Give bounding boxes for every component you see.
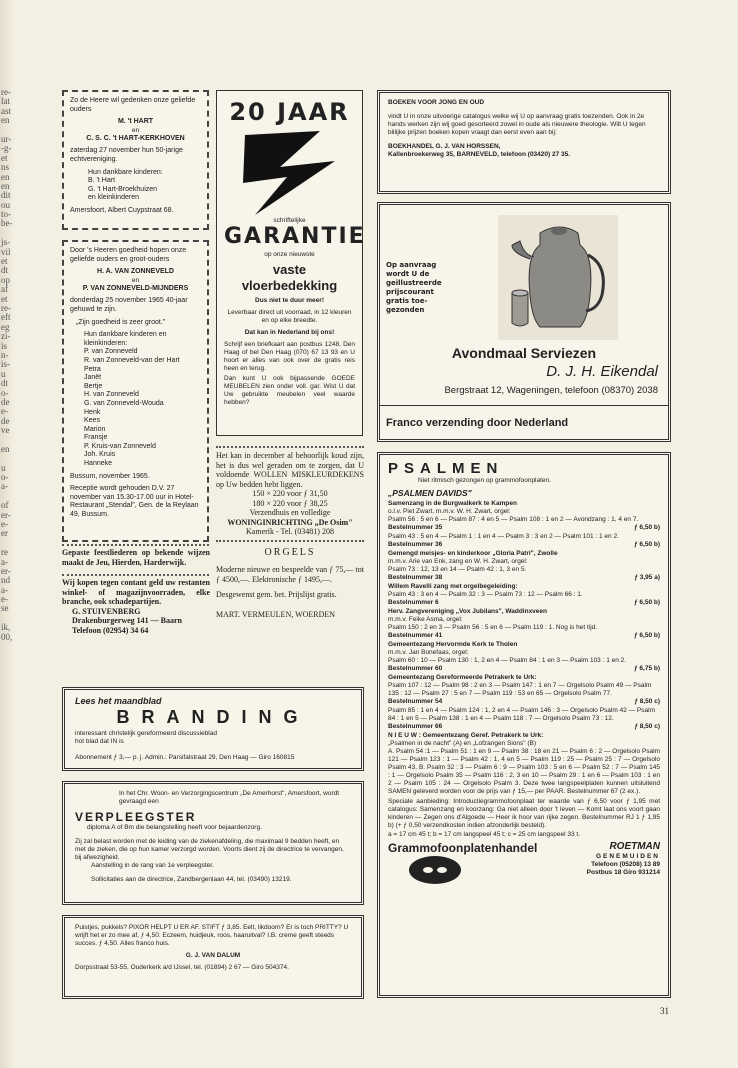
margin-fragment: n- [1, 349, 9, 360]
psalm-order-number: Bestelnummer 54 [388, 698, 443, 705]
psalmen-offer: Speciale aanbieding: Introductiegrammofoonplaat ter waarde van ƒ 6,50 voor ƒ 1,95 met catalogus: Samenzang en koorzang: Ga niet alleen door 't leven — Komt laat ons voort gaan kinderen — Zegen ons d'Algoede — Heer ik hoor van rijke zegen. Bestelnummer RJ 1 ƒ 1,95 b) (+ ƒ 0,50 verzendkosten indien afzonderlijk besteld). [388, 798, 660, 829]
eikendal-sidebar-line: prijscourant [386, 288, 434, 296]
margin-fragment: ur- [1, 133, 12, 144]
psalm-choir-name: Samenzang in de Burgwalkerk te Kampen [388, 500, 517, 507]
garantie-years: 20 JAAR [229, 98, 350, 126]
psalm-choir-name: Herv. Zangvereniging „Vox Jubilans", Waddinxveen [388, 608, 547, 615]
orgels-text: Moderne nieuwe en bespeelde van ƒ 75,— tot ƒ 4500,—. Elektronische ƒ 1495,—. [216, 565, 364, 584]
psalmen-footer [388, 841, 660, 890]
margin-fragment: ast [1, 105, 11, 116]
psalmen-postbus: Postbus 18 Giro 931214 [586, 869, 660, 876]
margin-fragment: dit [1, 190, 11, 201]
margin-fragment: zi- [1, 331, 11, 342]
ad-pixor [62, 915, 364, 999]
zonneveld-quote: „Zijn goedheid is zeer groot." [76, 318, 166, 326]
margin-fragments [1, 88, 21, 642]
margin-fragment: af [1, 284, 8, 295]
ad-stuivenberg [62, 578, 210, 635]
zonneveld-place: Bussum, november 1965. [70, 472, 150, 480]
margin-fragment: er- [1, 509, 11, 520]
hart-grateful: Hun dankbare kinderen: [88, 168, 163, 176]
branding-title: BRANDING [116, 707, 310, 727]
zonneveld-child: P. Kruis-van Zonneveld [84, 442, 156, 450]
psalm-content: Psalm 85 : 1 en 4 — Psalm 124 : 1, 2 en 4 — Psalm 146 : 3 — Orgelsolo Psalm 42 — Psalm 84 : 1 en 5 — Psalm 138 : 1 en 4 — Psalm 118 : 7 — Orgelsolo Psalm 73 : 12. [388, 707, 655, 722]
hart-name2: C. S. C. 't HART-KERKHOVEN [86, 134, 185, 142]
margin-fragment: u [1, 368, 6, 379]
psalm-record [388, 641, 660, 673]
zonneveld-child: P. van Zonneveld [84, 348, 138, 356]
margin-fragment: a- [1, 556, 8, 567]
margin-fragment: ou [1, 199, 10, 210]
garantie-title: GARANTIE [224, 224, 366, 249]
boeken-title: BOEKEN VOOR JONG EN OUD [388, 99, 485, 106]
psalm-price: ƒ 3,95 a) [634, 574, 660, 581]
psalm-order-number: Bestelnummer 41 [388, 632, 443, 639]
boeken-shop: BOEKHANDEL G. J. VAN HORSSEN, [388, 143, 501, 150]
psalm-choir-name: Gemeentezang Gereformeerde Petrakerk te Urk: [388, 674, 537, 681]
psalmen-new-title: N I E U W : Gemeentezang Geref. Petrakerk te Urk: [388, 732, 544, 739]
psalmen-city: GENEMUIDEN [595, 853, 660, 860]
psalm-price: ƒ 6,50 b) [633, 541, 660, 548]
coffee-pot-icon [498, 215, 618, 340]
margin-fragment: nd [1, 575, 10, 586]
psalmen-phone: Telefoon (05208) 13 89 [591, 861, 660, 868]
garantie-tagline: Dus niet te duur meer! [255, 297, 324, 304]
psalm-order-number: Bestelnummer 36 [388, 541, 443, 548]
psalm-choir-desc: m.m.v. Feike Asma, orgel: [388, 616, 463, 623]
divider [62, 574, 209, 576]
stuivenberg-name: G. STUIVENBERG [72, 606, 141, 616]
margin-fragment: de [1, 415, 10, 426]
psalm-order-number: Bestelnummer 38 [388, 574, 443, 581]
margin-fragment: dt [1, 378, 9, 389]
verpleegster-diploma: diploma A of Bm die belangstelling heeft voor bejaardenzorg. [87, 824, 262, 831]
psalm-order-number: Bestelnummer 6 [388, 599, 439, 606]
margin-fragment: op [1, 274, 10, 285]
psalm-record [388, 500, 660, 532]
ad-verpleegster [62, 781, 364, 905]
eikendal-shipping: Franco verzending door Nederland [386, 417, 569, 429]
margin-fragment: is [1, 340, 8, 351]
jeu-text: Gepaste feestliederen op bekende wijzen maakt de Jeu, Hierden, Harderwijk. [62, 548, 210, 567]
zonneveld-child: Fransje [84, 434, 108, 442]
psalm-order-number: Bestelnummer 60 [388, 665, 443, 672]
psalm-price: ƒ 8,50 c) [634, 698, 660, 705]
margin-fragment: en [1, 115, 10, 126]
ad-psalmen [377, 452, 671, 998]
page-number: 31 [660, 1006, 669, 1016]
zonneveld-child: H. van Zonneveld [84, 391, 139, 399]
margin-fragment: e- [1, 518, 8, 529]
zonneveld-name2: P. VAN ZONNEVELD-MIJNDERS [82, 284, 189, 292]
psalmen-new-text: A. Psalm 54 :1 — Psalm 51 : 1 en 9 — Psalm 38 : 18 en 21 — Psalm 6 : 2 — Orgelsolo Psalm 121 — Psalm 123 : 1 — Psalm 42 : 1, 4 en 5 — Psalm 119 : 25 — Psalm 25 : 7 — Orgelsolo Psalm 43. B. Psalm 32 : 3 — Psalm 6 : 9 — Psalm 103 : 5 en 6 — Psalm 52 : 7 — Psalm 145 : 1 — Orgelsolo Psalm 35 — Psalm 116 : 2, 3 en 10 — Psalm 29 : 1 en 6 — Psalm 103 : 1 en 2 — Psalm 105 : 24 — Orgelsolo Psalm 3. Deze twee langspeelplaten kunnen uitsluitend SAMEN geleverd worden voor de prijs van ƒ 15,— per PAAR. Bestelnummer 67 (2 ex.). [388, 748, 660, 795]
psalm-choir-desc: m.m.v. Jan Bonefaas, orgel: [388, 649, 469, 656]
hart-address: Amersfoort, Albert Cuypstraat 68. [70, 206, 174, 214]
orgels-payment: Desgewenst gem. bet. Prijslijst gratis. [216, 590, 337, 599]
osim-shipping: Verzendhuis en volledige [249, 508, 331, 517]
margin-fragment: a- [1, 481, 8, 492]
zonneveld-child: Petra [84, 365, 101, 373]
margin-fragment: e- [1, 406, 8, 417]
psalmen-subtitle: Niet ritmisch gezongen op grammofoonplaten. [418, 477, 551, 484]
psalm-price: ƒ 6,75 b) [633, 665, 660, 672]
psalm-content: Psalm 43 : 3 en 4 — Psalm 32 : 3 — Psalm 73 : 12 — Psalm 66 : 1. [388, 591, 583, 598]
branding-desc2: hot blad dat IN is [75, 738, 124, 745]
garantie-sub: op onze nieuwste [264, 251, 315, 258]
psalmen-brand: ROETMAN [609, 841, 660, 852]
pixor-text: Puistjes, pukkels? PIXOR HELPT U ER AF. STIFT ƒ 3,85. Eelt, likdoorn? Er is toch PRITTY? U wrijft het er zo mee af, ƒ 4,50. Eczeem, huidjeuk, roos, haaruitval? I.B. creme geeft steeds succes. ƒ 4,50. Alles franco huis. [75, 924, 349, 947]
psalm-order-row [388, 599, 660, 607]
stuivenberg-phone: Telefoon (02954) 34 64 [72, 625, 149, 635]
psalm-choir-name: Gemeentezang Hervormde Kerk te Tholen [388, 641, 518, 648]
psalm-content: Psalm 150 : 2 en 3 — Psalm 56 : 5 en 6 — Psalm 119 : 1. Nog is het tijd. [388, 624, 598, 631]
margin-fragment: ns [1, 162, 10, 173]
zonneveld-child: R. van Zonneveld-van der Hart [84, 356, 180, 364]
margin-fragment: re [1, 547, 8, 558]
psalmen-shop: Grammofoonplatenhandel [388, 841, 538, 855]
psalm-order-row [388, 665, 660, 673]
osim-place: Kamerik - Tel. (03481) 208 [246, 527, 334, 536]
margin-fragment: is- [1, 359, 10, 370]
psalmen-sizes: a = 17 cm 45 t; b = 17 cm langspeel 45 t; c = 25 cm langspeel 33 t. [388, 831, 581, 838]
margin-fragment: re- [1, 302, 11, 313]
margin-fragment: et [1, 293, 8, 304]
margin-fragment: er [1, 528, 8, 539]
margin-fragment: u [1, 462, 6, 473]
margin-fragment: o- [1, 472, 9, 483]
margin-fragment: lat [1, 96, 10, 107]
psalm-record [388, 583, 660, 607]
psalm-price: ƒ 8,50 c) [634, 723, 660, 730]
psalm-content: Psalm 107 : 12 — Psalm 98 : 2 en 3 — Psalm 147 : 1 en 7 — Orgelsolo Psalm 49 — Psalm 135 : 12 — Psalm 27 : 5 en 7 — Psalm 119 : 53 en 65 — Orgelsolo Psalm 77. [388, 682, 652, 697]
lightning-bolt-icon [225, 127, 355, 217]
divider [216, 446, 364, 448]
psalm-order-row [388, 541, 660, 549]
psalmen-new-sub: „Psalmen in de nacht" (A) en „Lofzangen Sions" (B) [388, 740, 537, 747]
verpleegster-apply: Sollicitaties aan de directrice, Zandbergenlaan 44, tel. (03490) 13219. [91, 876, 292, 883]
psalm-content: Psalm 73 : 12, 13 en 14 — Psalm 42 : 1, 3 en 5. [388, 566, 527, 573]
hart-occasion: zaterdag 27 november hun 50-jarige echtvereniging. [70, 147, 183, 163]
margin-fragment: eg [1, 321, 10, 332]
margin-fragment: en [1, 443, 10, 454]
garantie-product: vaste vloerbedekking [241, 262, 338, 293]
margin-fragment: er- [1, 565, 11, 576]
zonneveld-grateful: Hun dankbare kinderen en kleinkinderen: [84, 331, 167, 347]
psalm-record [388, 550, 660, 582]
psalm-choir-desc: m.m.v. Arie van Enk, zang en W. H. Zwart, orgel: [388, 558, 528, 565]
boeken-text: vindt U in onze uitvoerige catalogus welke wij U op aanvraag gratis toezenden. Ook in 2e hands werken zijn wij goed gesorteerd zowel in oude als nieuwere theologie. Wilt U tegen billijke prijzen boeken kopen vraagt dan eerst even aan bij: [388, 113, 646, 136]
margin-fragment: et [1, 256, 8, 267]
verpleegster-title: VERPLEEGSTER [75, 810, 197, 824]
hart-name1: M. 't HART [117, 118, 154, 126]
ad-hart [62, 90, 209, 230]
margin-fragment: en [1, 171, 10, 182]
margin-fragment: be- [1, 218, 13, 229]
osim-name: WONINGINRICHTING „De Osim" [227, 517, 353, 527]
psalm-record [388, 608, 660, 640]
margin-fragment: se [1, 603, 9, 614]
eikendal-sidebar-line: geillustreerde [386, 279, 442, 287]
margin-fragment: js- [1, 237, 10, 248]
ad-zonneveld [62, 240, 209, 542]
margin-fragment: ik, [1, 622, 11, 633]
psalm-order-row [388, 524, 660, 532]
psalmen-list [388, 500, 660, 731]
pixor-address: Dorpsstraat 53-55, Ouderkerk a/d IJssel, tel. (01894) 2 67 — Giro 504374. [75, 964, 289, 971]
branding-desc: interessant christelijk gereformeerd discussieblad [75, 730, 217, 737]
margin-fragment: o- [1, 387, 9, 398]
stuivenberg-text: Wij kopen tegen contant geld uw restanten winkel- of magazijnvoorraden, elke branche, ook schadepartijen. [62, 578, 210, 606]
ad-orgels [216, 547, 364, 619]
margin-fragment: dt [1, 265, 9, 276]
zonneveld-occasion: donderdag 25 november 1965 40-jaar gehuwd te zijn. [70, 297, 188, 313]
garantie-body2: Dan kunt U ook bijpassende GOEDE MEUBELEN zien onder voll. gar. Wist U dat Uw gebruikte meubelen veel waarde hebben? [224, 375, 355, 406]
psalm-record [388, 533, 660, 549]
garantie-body: Schrijf een briefkaart aan postbus 1248, Den Haag of bel Den Haag (070) 67 13 93 en U hoort er alles van ook over de gratis reis heen en terug. [224, 341, 355, 372]
psalm-choir-name: Willem Ravelli zang met orgelbegeleiding: [388, 583, 518, 590]
hart-child: G. 't Hart-Broekhuizen [88, 185, 158, 193]
margin-fragment: et [1, 152, 8, 163]
garantie-only: Dat kan in Nederland bij ons! [244, 329, 335, 336]
zonneveld-children [70, 348, 201, 468]
zonneveld-child: Kees [84, 417, 100, 425]
psalm-record [388, 707, 660, 731]
psalm-order-number: Bestelnummer 35 [388, 524, 443, 531]
psalm-content: Psalm 60 : 10 — Psalm 130 : 1, 2 en 4 — Psalm 84 : 1 en 3 — Psalm 103 : 1 en 2. [388, 657, 627, 664]
margin-fragment: to- [1, 209, 11, 220]
margin-fragment: en [1, 180, 10, 191]
osim-line2: 180 × 220 voor ƒ 38,25 [252, 498, 328, 508]
zonneveld-reception: Receptie wordt gehouden D.V. 27 november van 15.30-17.00 uur in Hotel-Restaurant „Stendal", Gen. de la Reylaan 49, Bussum. [70, 485, 199, 519]
zonneveld-en: en [131, 276, 140, 284]
zonneveld-child: Henk [84, 408, 101, 416]
zonneveld-name1: H. A. VAN ZONNEVELD [96, 268, 174, 276]
record-icon [408, 855, 462, 885]
psalm-order-row [388, 574, 660, 582]
zonneveld-child: G. van Zonneveld-Wouda [84, 399, 164, 407]
psalmen-title: PSALMEN [388, 460, 504, 477]
divider [380, 405, 668, 406]
psalm-price: ƒ 6,50 b) [633, 524, 660, 531]
verpleegster-body: Zij zal belast worden met de leiding van de ziekenafdeling, die maximaal 9 bedden heeft, en met de zieken, die op hun kamer verzorgd worden. Voorts dient zij de directrice te vervangen, bij afwezigheid. [75, 838, 344, 861]
margin-fragment: 00, [1, 631, 13, 642]
pixor-name: G. J. VAN DALUM [185, 952, 241, 959]
boeken-address: Kallenbroekerweg 35, BARNEVELD, telefoon (03420) 27 35. [388, 151, 571, 158]
eikendal-product: Avondmaal Serviezen [451, 345, 597, 361]
margin-fragment: re- [1, 87, 11, 97]
psalm-order-row [388, 723, 660, 731]
zonneveld-intro: Door 's Heeren goedheid hopen onze geliefde ouders en groot-ouders [70, 247, 187, 263]
eikendal-sidebar-line: wordt U de [386, 270, 430, 278]
psalm-order-number: Bestelnummer 66 [388, 723, 443, 730]
psalm-content: Psalm 56 : 5 en 6 — Psalm 87 : 4 en 5 — Psalm 108 : 1 en 2 — Avondzang : 1, 4 en 7. [388, 516, 639, 523]
osim-text: Het kan in december al behoorlijk koud zijn, het is dus wel geraden om te zorgen, dat U voldoende WOLLEN MISKLEURDEKENS op Uw bedden hebt liggen. [216, 451, 364, 489]
ad-garantie [216, 90, 366, 436]
psalm-order-row [388, 698, 660, 706]
zonneveld-child: Hanneke [84, 460, 113, 468]
eikendal-sidebar-line: gezonden [386, 306, 425, 314]
eikendal-sidebar-line: gratis toe- [386, 297, 428, 305]
orgels-seller: MART. VERMEULEN, WOERDEN [216, 609, 336, 619]
margin-fragment: eft [1, 312, 11, 323]
margin-fragment: of [1, 500, 9, 511]
ad-boeken [377, 90, 671, 194]
psalmen-series: „PSALMEN DAVIDS" [388, 488, 472, 498]
osim-line1: 150 × 220 voor ƒ 31,50 [252, 489, 328, 498]
margin-fragment: de [1, 396, 10, 407]
hart-child: B. 't Hart [88, 177, 116, 185]
divider [216, 540, 364, 542]
psalm-price: ƒ 6,50 b) [633, 632, 660, 639]
eikendal-company: D. J. H. Eikendal [546, 363, 658, 380]
stuivenberg-address: Drakenburgerweg 141 — Baarn [72, 616, 182, 625]
zonneveld-child: Bertje [84, 382, 103, 390]
ad-jeu [62, 548, 210, 567]
eikendal-sidebar-line: Op aanvraag [386, 261, 437, 269]
branding-subscription: Abonnement ƒ 3,— p. j. Admin.: Parsifalstraat 29, Den Haag — Giro 160815 [75, 754, 295, 761]
hart-en: en [131, 126, 140, 134]
zonneveld-child: Janët [84, 374, 102, 382]
margin-fragment: vil [1, 246, 11, 257]
eikendal-sidebar [386, 261, 444, 315]
garantie-supply: Leverbaar direct uit voorraad, in 12 kleuren en op elke breedte. [227, 309, 352, 324]
margin-fragment: ve [1, 425, 10, 436]
ad-branding [62, 687, 364, 771]
zonneveld-child: Joh. Kruis [84, 451, 116, 459]
ad-eikendal [377, 202, 671, 442]
verpleegster-body2: Aanstelling in de rang van 1e verpleegster. [91, 862, 214, 869]
hart-intro: Zo de Heere wil gedenken onze geliefde ouders [70, 97, 196, 113]
hart-child: en kleinkinderen [88, 194, 139, 202]
verpleegster-intro: In het Chr. Woon- en Verzorgingscentrum „De Amerhorst", Amersfoort, wordt gevraagd een [119, 790, 340, 805]
ad-osim [216, 451, 364, 537]
psalm-choir-desc: o.l.v. Piet Zwart, m.m.v. W. H. Zwart, orgel: [388, 508, 511, 515]
psalm-price: ƒ 6,50 b) [633, 599, 660, 606]
eikendal-address: Bergstraat 12, Wageningen, telefoon (08370) 2038 [444, 385, 658, 396]
branding-lead: Lees het maandblad [75, 696, 162, 706]
psalm-content: Psalm 43 : 5 en 4 — Psalm 1 : 1 en 4 — Psalm 3 : 3 en 2 — Psalm 101 : 1 en 2. [388, 533, 619, 540]
psalm-choir-name: Gemengd meisjes- en kinderkoor „Gloria Patri", Zwolle [388, 550, 558, 557]
zonneveld-child: Marion [84, 425, 106, 433]
orgels-title: ORGELS [264, 547, 316, 558]
garantie-kind: schriftelijke [273, 217, 306, 224]
margin-fragment: a- [1, 584, 8, 595]
divider [62, 544, 209, 546]
margin-fragment: -g- [1, 143, 12, 154]
psalm-order-row [388, 632, 660, 640]
psalm-record [388, 674, 660, 706]
margin-fragment: e- [1, 594, 8, 605]
